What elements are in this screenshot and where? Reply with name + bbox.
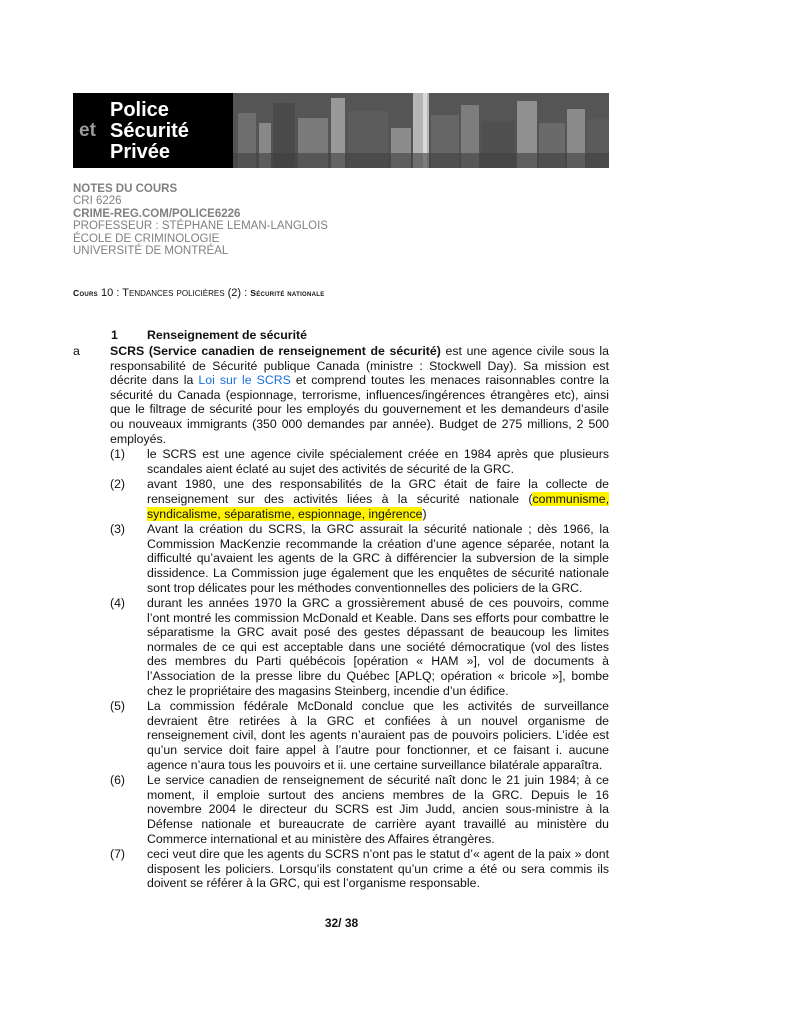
- item-text: La commission fédérale McDonald conclue que les activités de surveillance devraient être retirées à la GRC et confiées à un nouvel organisme de renseignement civil, dont les agents n’auraient pas de pouvoirs policiers. L’idée est qu’un service doit faire appel à l’autre pour fonctionner, et ce faisant i. aucune agence n’aura tous les pouvoirs et ii. une certaine surveillance bilatérale apparaîtra.: [147, 699, 609, 772]
- item-number: (4): [110, 596, 126, 611]
- item-number: (2): [110, 477, 126, 492]
- item-text: avant 1980, une des responsabilités de la GRC était de faire la collecte de renseignement sur des activités liées à la sécurité nationale (: [147, 477, 609, 506]
- course-title: [73, 287, 325, 299]
- course-prefix: Cours: [73, 288, 98, 298]
- list-item: [73, 596, 609, 698]
- school-name: ÉCOLE DE CRIMINOLOGIE: [73, 232, 220, 245]
- page-number: 32/ 38: [324, 916, 359, 930]
- item-number: (3): [110, 522, 126, 537]
- item-number: (1): [110, 447, 126, 462]
- scrs-definition-bold: SCRS (Service canadien de renseignement de sécurité): [110, 344, 441, 358]
- item-text: Le service canadien de renseignement de sécurité naît donc le 21 juin 1984; à ce moment, il emploie surtout des anciens membres de la GRC. Depuis le 16 novembre 2004 le directeur du SCRS est Jim Judd, ancien sous-ministre à la Défense nationale et bureaucrate de carrière ayant travaillé au ministère du Commerce international et au ministère des Affaires étrangères.: [147, 773, 609, 846]
- course-code: CRI 6226: [73, 195, 122, 208]
- paragraph-a: [73, 344, 609, 446]
- loi-scrs-link[interactable]: Loi sur le SCRS: [198, 373, 291, 388]
- course-topic: endances policières: [129, 287, 225, 299]
- highlighted-text: communisme, syndicalisme, séparatisme, espionnage, ingérence: [147, 491, 609, 521]
- item-text-end: ): [422, 506, 427, 521]
- list-item: [73, 847, 609, 891]
- paragraph-marker: a: [73, 344, 80, 358]
- course-subject: Sécurité nationale: [250, 288, 325, 298]
- notes-label: NOTES DU COURS: [73, 183, 178, 195]
- item-number: (6): [110, 773, 126, 788]
- banner-line-securite: Sécurité: [110, 120, 189, 142]
- section-heading: [73, 328, 609, 344]
- banner-line-police: Police: [110, 99, 169, 121]
- list-item: [73, 447, 609, 476]
- item-text: durant les années 1970 la GRC a grossièrement abusé de ces pouvoirs, comme l’ont montré les commission McDonald et Keable. Dans ses efforts pour combattre le séparatisme la GRC avait posé des gestes dépassant de beaucoup les limites normales de ce qui est acceptable dans une société démocratique (vol des listes des membres du Parti québécois [opération « HAM »], vol de documents à l’Association de la presse libre du Québec [APLQ; opération « bricole »], bombe chez le propriétaire des magasins Steinberg, incendie d’un édifice.: [147, 596, 609, 698]
- list-item: [73, 477, 609, 521]
- item-text: Avant la création du SCRS, la GRC assurait la sécurité nationale ; dès 1966, la Commission MacKenzie recommande la création d’une agence séparée, notant la difficulté qu’avaient les agents de la GRC à différencier la subversion de la simple dissidence. La Commission juge également que les enquêtes de sécurité nationale sont trop délicates pour les méthodes conventionnelles des policiers de la GRC.: [147, 522, 609, 595]
- course-topic-initial: T: [122, 287, 129, 299]
- professor-name: PROFESSEUR : STÉPHANE LEMAN-LANGLOIS: [73, 220, 328, 233]
- course-notes-header: [73, 183, 328, 257]
- section-number: 1: [111, 328, 118, 342]
- list-item: [73, 773, 609, 846]
- paragraph-text-1: est une agence civile sous la responsabilité de Sécurité publique Canada (ministre : Stockwell Day). Sa mission est décrite dans la: [110, 344, 609, 388]
- banner-line-privee: Privée: [110, 141, 171, 163]
- item-text: ceci veut dire que les agents du SCRS n’ont pas le statut d’« agent de la paix » dont disposent les policiers. Lorsqu’ils constatent qu’un crime a été ou sera commis ils doivent se référer à la GRC, qui est l’organisme responsable.: [147, 847, 609, 891]
- university-name: UNIVERSITÉ DE MONTRÉAL: [73, 245, 229, 258]
- section-title: Renseignement de sécurité: [147, 328, 307, 342]
- course-number: 10 :: [101, 287, 120, 299]
- course-website: CRIME-REG.COM/POLICE6226: [73, 207, 241, 220]
- paragraph-text-2: et comprend toutes les menaces raisonnables contre la sécurité du Canada (espionnage, terrorisme, influences/ingérences étrangères etc), ainsi que le filtrage de sécurité pour les employés du gouvernement et les demandeurs d’asile ou nouveaux immigrants (350 000 demandes par année). Budget de 275 millions, 2 500 employés.: [110, 373, 610, 446]
- banner-et: et: [79, 120, 96, 141]
- numbered-list: [73, 447, 609, 891]
- item-number: (5): [110, 699, 126, 714]
- banner-title-block: [73, 93, 233, 168]
- list-item: [73, 699, 609, 772]
- item-number: (7): [110, 847, 126, 862]
- item-text: le SCRS est une agence civile spécialement créée en 1984 après que plusieurs scandales aient éclaté au sujet des activités de sécurité de la GRC.: [147, 447, 609, 476]
- list-item: [73, 522, 609, 595]
- course-part: (2) :: [227, 287, 248, 299]
- header-banner: [73, 93, 609, 168]
- main-content: [73, 328, 609, 891]
